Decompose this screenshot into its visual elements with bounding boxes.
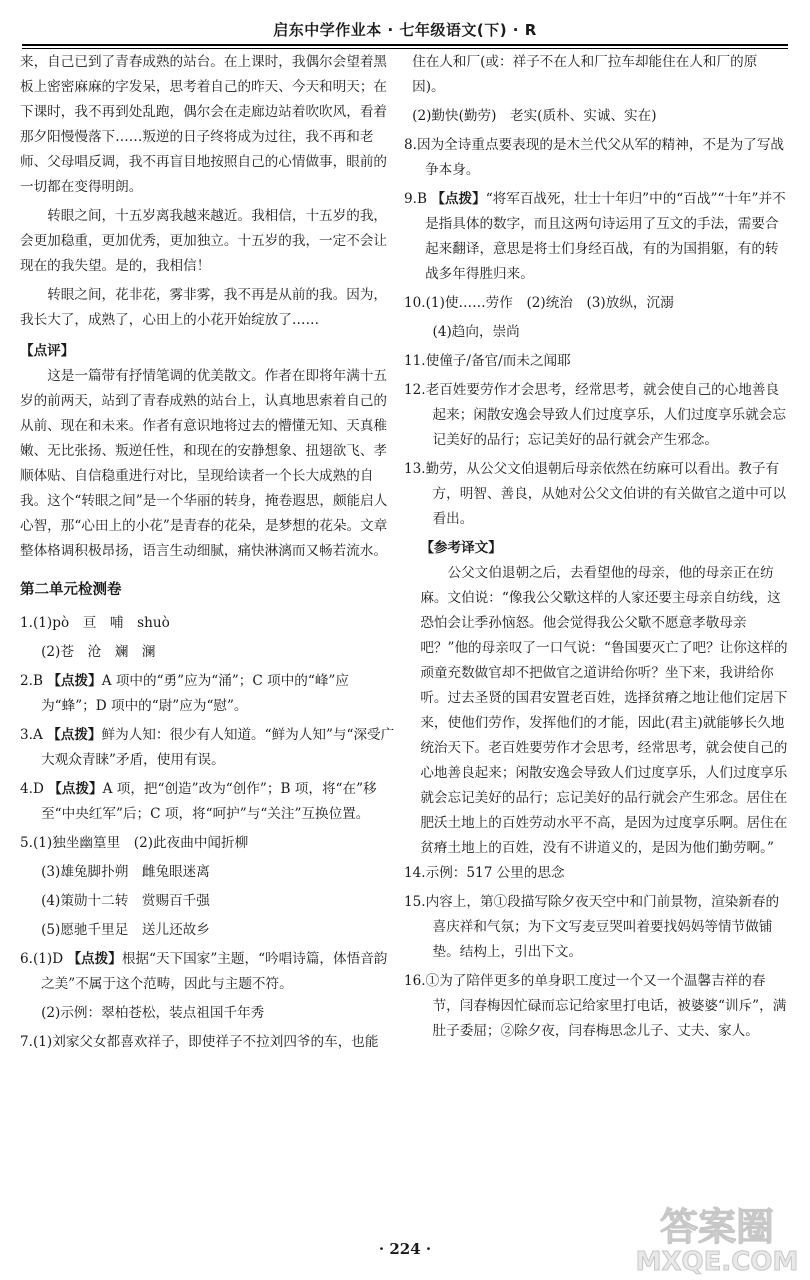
hint-tag: 【点拨】 — [67, 951, 122, 967]
reference-translation-text: 公父文伯退朝之后，去看望他的母亲，他的母亲正在纺麻。文伯说：“像我公父歜这样的人家还要主母亲自纺线，这恐怕会让季孙恼怒。他会觉得我公父歜不愿意孝敬母亲吧？”他的母亲叹了一口气说：“鲁国要灭亡了吧？让你这样的顽童充数做官却不把做官之道讲给你听？坐下来，我讲给你听。过去圣贤的国君安置老百姓，选择贫瘠之地让他们定居下来，使他们劳作，发挥他们的才能，因此(君主)就能够长久地统治天下。老百姓要劳作才会思考，经常思考，就会使自己的心地善良起来；闲散安逸会导致人们过度享乐，人们过度享乐就会忘记美好的品行；忘记美好的品行就会产生邪念。居住在肥沃土地上的百姓劳动水平不高，是因为过度享乐啊。居住在贫瘠土地上的百姓，没有不讲道义的，是因为他们勤劳啊。” — [420, 565, 788, 856]
header-rule — [22, 44, 788, 49]
answer-number: 8. — [404, 137, 417, 153]
answer-number: 7. — [20, 1034, 33, 1050]
watermark-text-en: MXQE.COM — [635, 1247, 799, 1276]
answer-9 — [404, 187, 788, 287]
answer-6-line-2: (2)示例：翠柏苍松，装点祖国千年秀 — [41, 1005, 265, 1021]
answer-14 — [404, 861, 788, 886]
answer-text: 鲜为人知：很少有人知道。“鲜为人知”与“深受广大观众青睐”矛盾，使用有误。 — [41, 727, 395, 768]
answer-choice: (1)D — [32, 951, 64, 967]
answer-10 — [404, 291, 788, 316]
answer-number: 3. — [20, 727, 33, 743]
answer-choice: B — [32, 673, 43, 689]
answer-7-part-2: (2)勤快(勤劳) 老实(质朴、实诚、实在) — [412, 108, 657, 124]
page-number: · 224 · — [378, 1240, 432, 1258]
answer-number: 15. — [404, 894, 426, 910]
hint-tag: 【点拨】 — [48, 781, 103, 797]
answer-4 — [20, 777, 396, 827]
comment-label: 【点评】 — [20, 343, 75, 359]
essay-paragraph-2: 转眼之间，十五岁离我越来越近。我相信，十五岁的我，会更加稳重，更加优秀，更加独立。十五岁的我，一定不会让现在的我失望。是的，我相信！ — [20, 208, 388, 274]
answer-text: 老百姓要劳作才会思考，经常思考，就会使自己的心地善良起来；闲散安逸会导致人们过度享乐，人们过度享乐就会忘记美好的品行；忘记美好的品行就会产生邪念。 — [425, 382, 786, 448]
answer-number: 2. — [20, 673, 33, 689]
answer-choice: A — [32, 727, 43, 743]
answer-text: 示例：517 公里的思念 — [425, 865, 565, 881]
answer-text: (1)pò 亘 哺 shuò — [32, 615, 170, 631]
answer-13 — [404, 457, 788, 532]
answer-5-line-3: (4)策勋十二转 赏赐百千强 — [41, 893, 210, 909]
essay-paragraph-1: 来，自己已到了青春成熟的站台。在上课时，我偶尔会望着黑板上密密麻麻的字发呆，思考着自己的昨天、今天和明天；在下课时，我不再到处乱跑，偶尔会在走廊边站着吹吹风，看着那夕阳慢慢落下……叛逆的日子终将成为过往，我不再和老师、父母唱反调，我不再盲目地按照自己的心情做事，眼前的一切都在变得明朗。 — [20, 54, 388, 195]
answer-11 — [404, 349, 788, 374]
answer-6 — [20, 947, 396, 997]
answer-text: A 项中的“勇”应为“涌”；C 项中的“峰”应为“蜂”；D 项中的“尉”应为“慰”。 — [41, 673, 349, 714]
page-header — [0, 0, 810, 44]
answer-7-continuation: 住在人和厂(或：祥子不在人和厂拉车却能住在人和厂的原因)。 — [412, 54, 758, 95]
answer-15 — [404, 890, 788, 965]
answer-text: 根据“天下国家”主题，“吟唱诗篇，体悟音韵之美”不属于这个范畴，因此与主题不符。 — [41, 951, 388, 992]
answer-8 — [404, 133, 788, 183]
answer-number: 11. — [404, 353, 426, 369]
answer-3 — [20, 723, 396, 773]
essay-paragraph-3: 转眼之间，花非花，雾非雾，我不再是从前的我。因为，我长大了，成熟了，心田上的小花开始绽放了…… — [20, 287, 388, 328]
answer-text: (1)独坐幽篁里 (2)此夜曲中闻折柳 — [32, 835, 249, 851]
answer-5 — [20, 831, 396, 856]
answer-5-line-2: (3)雄兔脚扑朔 雌兔眼迷离 — [41, 864, 210, 880]
answer-number: 1. — [20, 615, 33, 631]
answer-number: 4. — [20, 781, 33, 797]
answer-12 — [404, 378, 788, 453]
answer-1-line-2: (2)苍 沧 斓 澜 — [41, 644, 156, 660]
watermark-logo — [632, 1200, 802, 1276]
answer-text: 内容上，第①段描写除夕夜天空中和门前景物，渲染新春的喜庆祥和气氛；为下文写麦豆哭叫着要找妈妈等情节做铺垫。结构上，引出下文。 — [425, 894, 780, 960]
comment-text: 这是一篇带有抒情笔调的优美散文。作者在即将年满十五岁的前两天，站到了青春成熟的站台上，认真地思索着自己的从前、现在和未来。作者有意识地将过去的懵懂无知、天真稚嫩、无比张扬、叛逆任性，和现在的安静想象、扭翅欲飞、孝顺体贴、自信稳重进行对比，呈现给读者一个长大成熟的自我。这个“转眼之间”是一个华丽的转身，掩卷遐思，颇能启人心智，那“心田上的小花”是青春的花朵，是梦想的花朵。文章整体格调积极昂扬，语言生动细腻，痛快淋漓而又畅若流水。 — [20, 368, 388, 559]
answer-number: 13. — [404, 461, 426, 477]
answer-text: 使僮子/备官/而未之闻耶 — [425, 353, 571, 369]
answer-text: “将军百战死，壮士十年归”中的“百战”“十年”并不是指具体的数字，而且这两句诗运用了互文的手法，需要合起来翻译，意思是将士们身经百战，有的为国捐躯，有的转战多年得胜归来。 — [425, 191, 786, 282]
answer-16 — [404, 969, 788, 1044]
answer-number: 5. — [20, 835, 33, 851]
right-column — [404, 50, 788, 1048]
answer-number: 14. — [404, 865, 426, 881]
answer-number: 16. — [404, 973, 426, 989]
reference-translation-label: 【参考译文】 — [420, 540, 502, 556]
answer-text: ①为了陪伴更多的单身职工度过一个又一个温馨吉祥的春节，闫春梅因忙碌而忘记给家里打电话，被婆婆“训斥”，满肚子委屈；②除夕夜，闫春梅思念儿子、丈夫、家人。 — [425, 973, 787, 1039]
answer-1 — [20, 611, 396, 636]
hint-tag: 【点拨】 — [47, 673, 102, 689]
answer-choice: B — [416, 191, 427, 207]
answer-text: 因为全诗重点要表现的是木兰代父从军的精神，不是为了写战争本身。 — [416, 137, 785, 178]
answer-choice: D — [32, 781, 44, 797]
answer-10-line-2: (4)趋向，崇尚 — [432, 324, 520, 340]
answer-text: A 项，把“创造”改为“创作”；B 项，将“在”移至“中央红军”后；C 项，将“呵护”与“关注”互换位置。 — [41, 781, 377, 822]
answer-2 — [20, 669, 396, 719]
answer-text: (1)刘家父女都喜欢祥子，即使祥子不拉刘四爷的车，也能 — [32, 1034, 379, 1050]
answer-number: 6. — [20, 951, 33, 967]
answer-text: (1)使……劳作 (2)统治 (3)放纵，沉溺 — [425, 295, 674, 311]
answer-number: 9. — [404, 191, 417, 207]
left-column — [20, 50, 396, 1059]
hint-tag: 【点拨】 — [431, 191, 486, 207]
hint-tag: 【点拨】 — [47, 727, 102, 743]
answer-5-line-4: (5)愿驰千里足 送儿还故乡 — [41, 922, 210, 938]
answer-7 — [20, 1030, 396, 1055]
watermark-text-cn: 答案圈 — [659, 1205, 775, 1249]
header-title: 启东中学作业本 · 七年级语文(下) · R — [273, 21, 537, 39]
answer-number: 12. — [404, 382, 426, 398]
section-title: 第二单元检测卷 — [20, 582, 122, 598]
answer-number: 10. — [404, 295, 426, 311]
answer-text: 勤劳，从公父文伯退朝后母亲依然在纺麻可以看出。教子有方，明智、善良，从她对公父文伯讲的有关做官之道中可以看出。 — [425, 461, 786, 527]
